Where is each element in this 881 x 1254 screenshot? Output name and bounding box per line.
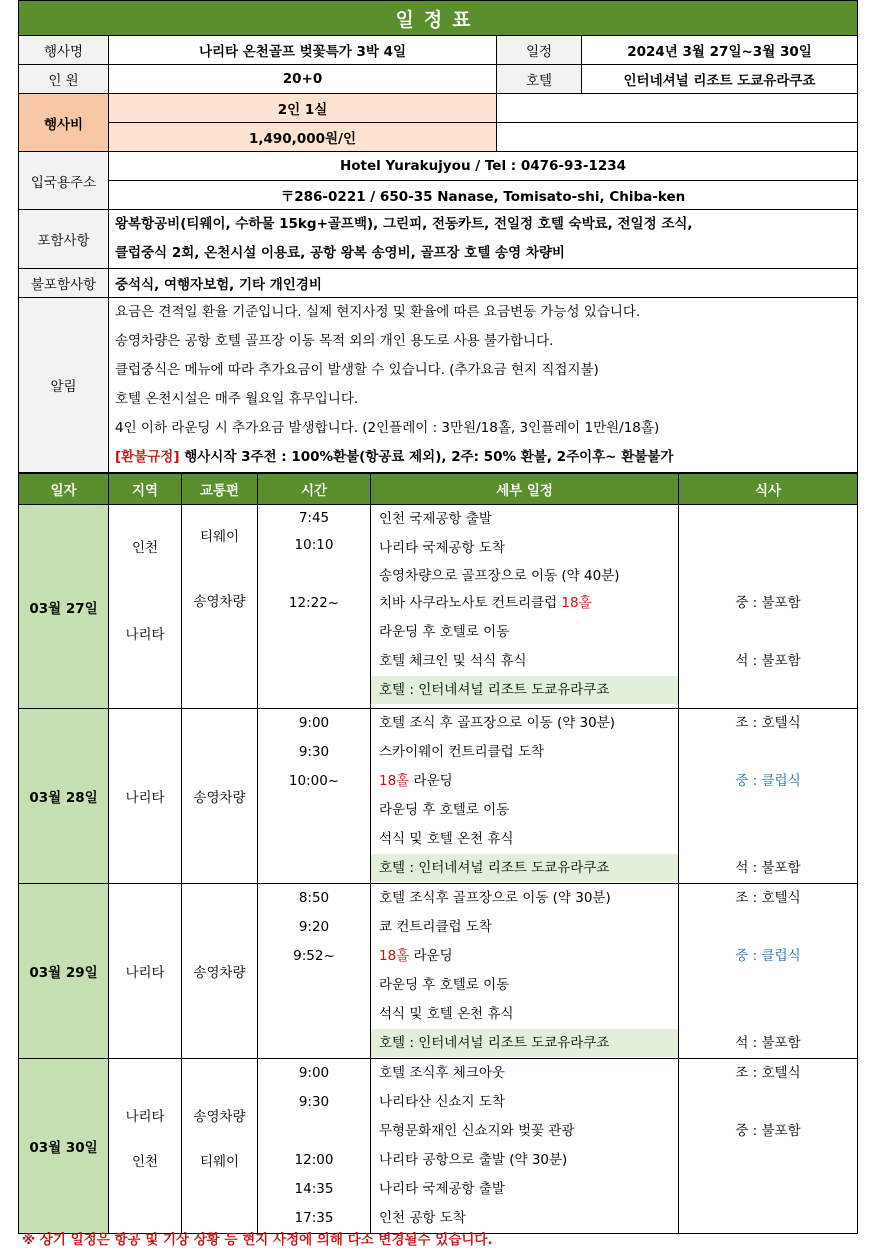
- fee-price: 1,490,000원/인: [109, 123, 497, 152]
- detail-item: 호텔 체크인 및 석식 휴식: [379, 653, 527, 669]
- schedule-table: [18, 473, 858, 1234]
- time-item: 9:30: [298, 744, 330, 760]
- notice-item: 클럽중식은 메뉴에 따라 추가요금이 발생할 수 있습니다. (추가요금 현지 직접지불): [115, 362, 599, 378]
- day-times: [258, 884, 371, 1059]
- schedule-label: 일정: [497, 36, 582, 65]
- refund-policy: [115, 443, 851, 472]
- meal-item: 석 : 불포함: [735, 653, 801, 669]
- included-line1: 왕복항공비(티웨이, 수하물 15kg+골프백), 그린피, 전동카트, 전일정 호텔 숙박료, 전일정 조식,: [115, 216, 693, 232]
- fee-room: 2인 1실: [109, 94, 497, 123]
- schedule-value: 2024년 3월 27일~3월 30일: [582, 36, 858, 65]
- col-date: 일자: [19, 474, 109, 505]
- detail-item: 인천 국제공항 출발: [379, 511, 492, 527]
- notice-label: 알림: [19, 298, 109, 473]
- detail-item: 석식 및 호텔 온천 휴식: [379, 831, 514, 847]
- day-region: 나리타: [109, 709, 182, 884]
- detail-item: 나리타 공항으로 출발 (약 30분): [379, 1152, 568, 1168]
- hotel-value: 인터네셔널 리조트 도쿄유라쿠죠: [582, 65, 858, 94]
- day-region: [109, 505, 182, 709]
- day-date: 03월 27일: [19, 505, 109, 709]
- day-details: [371, 505, 679, 709]
- meal-item: 석 : 불포함: [735, 860, 801, 876]
- time-item: 12:22~: [288, 595, 340, 611]
- fee-empty-2: [497, 123, 858, 152]
- day-times: [258, 709, 371, 884]
- time-item: 12:00: [294, 1152, 334, 1168]
- time-item: 14:35: [294, 1181, 334, 1197]
- time-item: 9:00: [298, 715, 330, 731]
- refund-tag: [환불규정]: [115, 449, 180, 465]
- day-row: [19, 1059, 858, 1234]
- address-label: 입국용주소: [19, 152, 109, 210]
- day-date: 03월 30일: [19, 1059, 109, 1234]
- day-meals: [679, 505, 858, 709]
- detail-item: 라운딩 후 호텔로 이동: [379, 802, 510, 818]
- fee-empty-1: [497, 94, 858, 123]
- day-transport: 송영차량: [182, 884, 258, 1059]
- page-title: 일정표: [19, 1, 858, 36]
- col-region: 지역: [109, 474, 182, 505]
- hotel-label: 호텔: [497, 65, 582, 94]
- hotel-line: 호텔 : 인터네셔널 리조트 도쿄유라쿠죠: [371, 1029, 678, 1057]
- meal-item: 조 : 호텔식: [735, 890, 801, 906]
- time-item: 17:35: [294, 1210, 334, 1226]
- detail-item: 호텔 조식 후 골프장으로 이동 (약 30분): [379, 715, 616, 731]
- excluded-value: 중석식, 여행자보험, 기타 개인경비: [109, 269, 858, 298]
- refund-text: 행사시작 3주전 : 100%환불(항공료 제외), 2주: 50% 환불, 2주이후~ 환불불가: [179, 449, 674, 465]
- excluded-label: 불포함사항: [19, 269, 109, 298]
- meal-item: 석 : 불포함: [735, 1035, 801, 1051]
- fee-label: 행사비: [19, 94, 109, 152]
- day-transport: [182, 505, 258, 709]
- day-region: [109, 1059, 182, 1234]
- detail-item: 스카이웨이 컨트리클럽 도착: [379, 744, 545, 760]
- day-row: [19, 709, 858, 884]
- address-line2: 〒286-0221 / 650-35 Nanase, Tomisato-shi, Chiba-ken: [109, 181, 858, 210]
- day-date: 03월 29일: [19, 884, 109, 1059]
- time-item: [258, 560, 370, 589]
- time-item: 9:52~: [293, 948, 335, 964]
- meal-item: 중 : 클럽식: [735, 948, 801, 964]
- itinerary-document: [18, 0, 857, 1234]
- hotel-line: 호텔 : 인터네셔널 리조트 도쿄유라쿠죠: [371, 854, 678, 882]
- day-times: [258, 505, 371, 709]
- notice-item: 4인 이하 라운딩 시 추가요금 발생합니다. (2인플레이 : 3만원/18홀, 3인플레이 1만원/18홀): [115, 420, 660, 436]
- meal-item: 조 : 호텔식: [735, 715, 801, 731]
- detail-item: 호텔 조식후 체크아웃: [379, 1065, 505, 1081]
- col-meal: 식사: [679, 474, 858, 505]
- day-meals: [679, 709, 858, 884]
- day-times: [258, 1059, 371, 1234]
- day-date: 03월 28일: [19, 709, 109, 884]
- time-item: 9:00: [298, 1065, 330, 1081]
- detail-item: 쿄 컨트리클럽 도착: [379, 919, 492, 935]
- day-meals: [679, 1059, 858, 1234]
- included-line2: 클럽중식 2회, 온천시설 이용료, 공항 왕복 송영비, 골프장 호텔 송영 차량비: [115, 245, 565, 261]
- info-table: [18, 0, 858, 473]
- event-label: 행사명: [19, 36, 109, 65]
- detail-item: 라운딩 후 호텔로 이동: [379, 977, 510, 993]
- event-value: 나리타 온천골프 벚꽃특가 3박 4일: [109, 36, 497, 65]
- detail-item: 나리타산 신쇼지 도착: [379, 1094, 505, 1110]
- meal-item: 조 : 호텔식: [735, 1065, 801, 1081]
- meal-item: 중 : 불포함: [735, 1123, 801, 1139]
- col-detail: 세부 일정: [371, 474, 679, 505]
- col-transport: 교통편: [182, 474, 258, 505]
- notice-item: 요금은 견적일 환율 기준입니다. 실제 현지사정 및 환율에 따른 요금변동 가능성 있습니다.: [115, 304, 641, 320]
- detail-item: 나리타 국제공항 도착: [379, 540, 505, 556]
- detail-item: 무형문화재인 신쇼지와 벚꽃 관광: [379, 1123, 575, 1139]
- detail-item: 인천 공항 도착: [379, 1210, 466, 1226]
- detail-item: 송영차량으로 골프장으로 이동 (약 40분): [379, 568, 620, 584]
- col-time: 시간: [258, 474, 371, 505]
- region-item: 나리타: [125, 1109, 165, 1125]
- hotel-line: 호텔 : 인터네셔널 리조트 도쿄유라쿠죠: [371, 676, 678, 704]
- detail-item: 호텔 조식후 골프장으로 이동 (약 30분): [379, 890, 611, 906]
- detail-item: 석식 및 호텔 온천 휴식: [379, 1006, 514, 1022]
- day-region: 나리타: [109, 884, 182, 1059]
- detail-item: 라운딩 후 호텔로 이동: [379, 624, 510, 640]
- detail-item: 18홀 라운딩: [379, 948, 453, 964]
- day-meals: [679, 884, 858, 1059]
- transport-item: 송영차량: [193, 1109, 246, 1125]
- notice-item: 호텔 온천시설은 매주 월요일 휴무입니다.: [115, 391, 359, 407]
- notice-list: [109, 298, 858, 473]
- detail-item: 치바 사쿠라노사토 컨트리클럽 18홀: [379, 595, 592, 611]
- day-details: [371, 1059, 679, 1234]
- meal-item: 중 : 클럽식: [735, 773, 801, 789]
- day-transport: [182, 1059, 258, 1234]
- people-label: 인 원: [19, 65, 109, 94]
- day-transport: 송영차량: [182, 709, 258, 884]
- transport-item: 티웨이: [199, 529, 240, 545]
- day-row: [19, 884, 858, 1059]
- time-item: 8:50: [298, 890, 330, 906]
- meal-item: 중 : 불포함: [735, 595, 801, 611]
- region-item: 나리타: [125, 627, 165, 643]
- time-item: 7:45: [298, 510, 330, 526]
- included-label: 포함사항: [19, 210, 109, 269]
- time-item: 10:10: [294, 537, 334, 553]
- transport-item: 송영차량: [193, 594, 246, 610]
- day-details: [371, 884, 679, 1059]
- included-value: [109, 210, 858, 269]
- address-line1: Hotel Yurakujyou / Tel : 0476-93-1234: [109, 152, 858, 181]
- region-item: 인천: [131, 540, 159, 556]
- detail-item: 18홀 라운딩: [379, 773, 453, 789]
- notice-item: 송영차량은 공항 호텔 골프장 이동 목적 외의 개인 용도로 사용 불가합니다.: [115, 333, 554, 349]
- transport-item: 티웨이: [199, 1154, 240, 1170]
- time-item: 10:00~: [288, 773, 340, 789]
- footer-note: ※ 상기 일정은 항공 및 기상 상황 등 현지 사정에 의해 다소 변경될수 있습니다.: [22, 1232, 493, 1248]
- day-row: [19, 505, 858, 709]
- detail-item: 나리타 국제공항 출발: [379, 1181, 505, 1197]
- region-item: 인천: [131, 1154, 159, 1170]
- people-value: 20+0: [109, 65, 497, 94]
- time-item: 9:30: [298, 1094, 330, 1110]
- time-item: 9:20: [298, 919, 330, 935]
- day-details: [371, 709, 679, 884]
